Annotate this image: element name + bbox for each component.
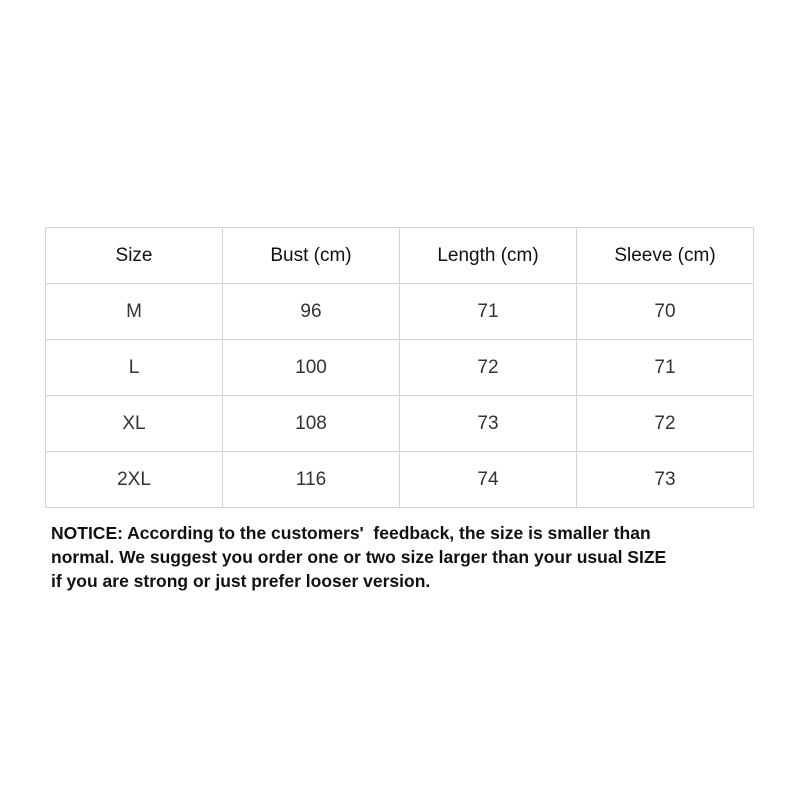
cell-size: L bbox=[46, 340, 223, 396]
table-row bbox=[46, 452, 754, 508]
header-sleeve: Sleeve (cm) bbox=[577, 228, 754, 284]
cell-size: XL bbox=[46, 396, 223, 452]
table-row bbox=[46, 340, 754, 396]
header-length: Length (cm) bbox=[400, 228, 577, 284]
cell-sleeve: 71 bbox=[577, 340, 754, 396]
size-chart-table bbox=[45, 227, 754, 508]
notice-line-1: NOTICE: According to the customers' feedback, the size is smaller than bbox=[51, 523, 651, 543]
cell-length: 72 bbox=[400, 340, 577, 396]
cell-length: 73 bbox=[400, 396, 577, 452]
header-size: Size bbox=[46, 228, 223, 284]
table-header-row bbox=[46, 228, 754, 284]
cell-length: 71 bbox=[400, 284, 577, 340]
sizing-notice bbox=[51, 521, 751, 593]
table-row bbox=[46, 396, 754, 452]
notice-line-2: normal. We suggest you order one or two size larger than your usual SIZE bbox=[51, 547, 667, 567]
cell-sleeve: 73 bbox=[577, 452, 754, 508]
cell-length: 74 bbox=[400, 452, 577, 508]
cell-sleeve: 70 bbox=[577, 284, 754, 340]
cell-bust: 108 bbox=[223, 396, 400, 452]
cell-sleeve: 72 bbox=[577, 396, 754, 452]
cell-size: 2XL bbox=[46, 452, 223, 508]
cell-bust: 100 bbox=[223, 340, 400, 396]
cell-bust: 116 bbox=[223, 452, 400, 508]
cell-bust: 96 bbox=[223, 284, 400, 340]
cell-size: M bbox=[46, 284, 223, 340]
header-bust: Bust (cm) bbox=[223, 228, 400, 284]
notice-line-3: if you are strong or just prefer looser version. bbox=[51, 571, 431, 591]
table-row bbox=[46, 284, 754, 340]
